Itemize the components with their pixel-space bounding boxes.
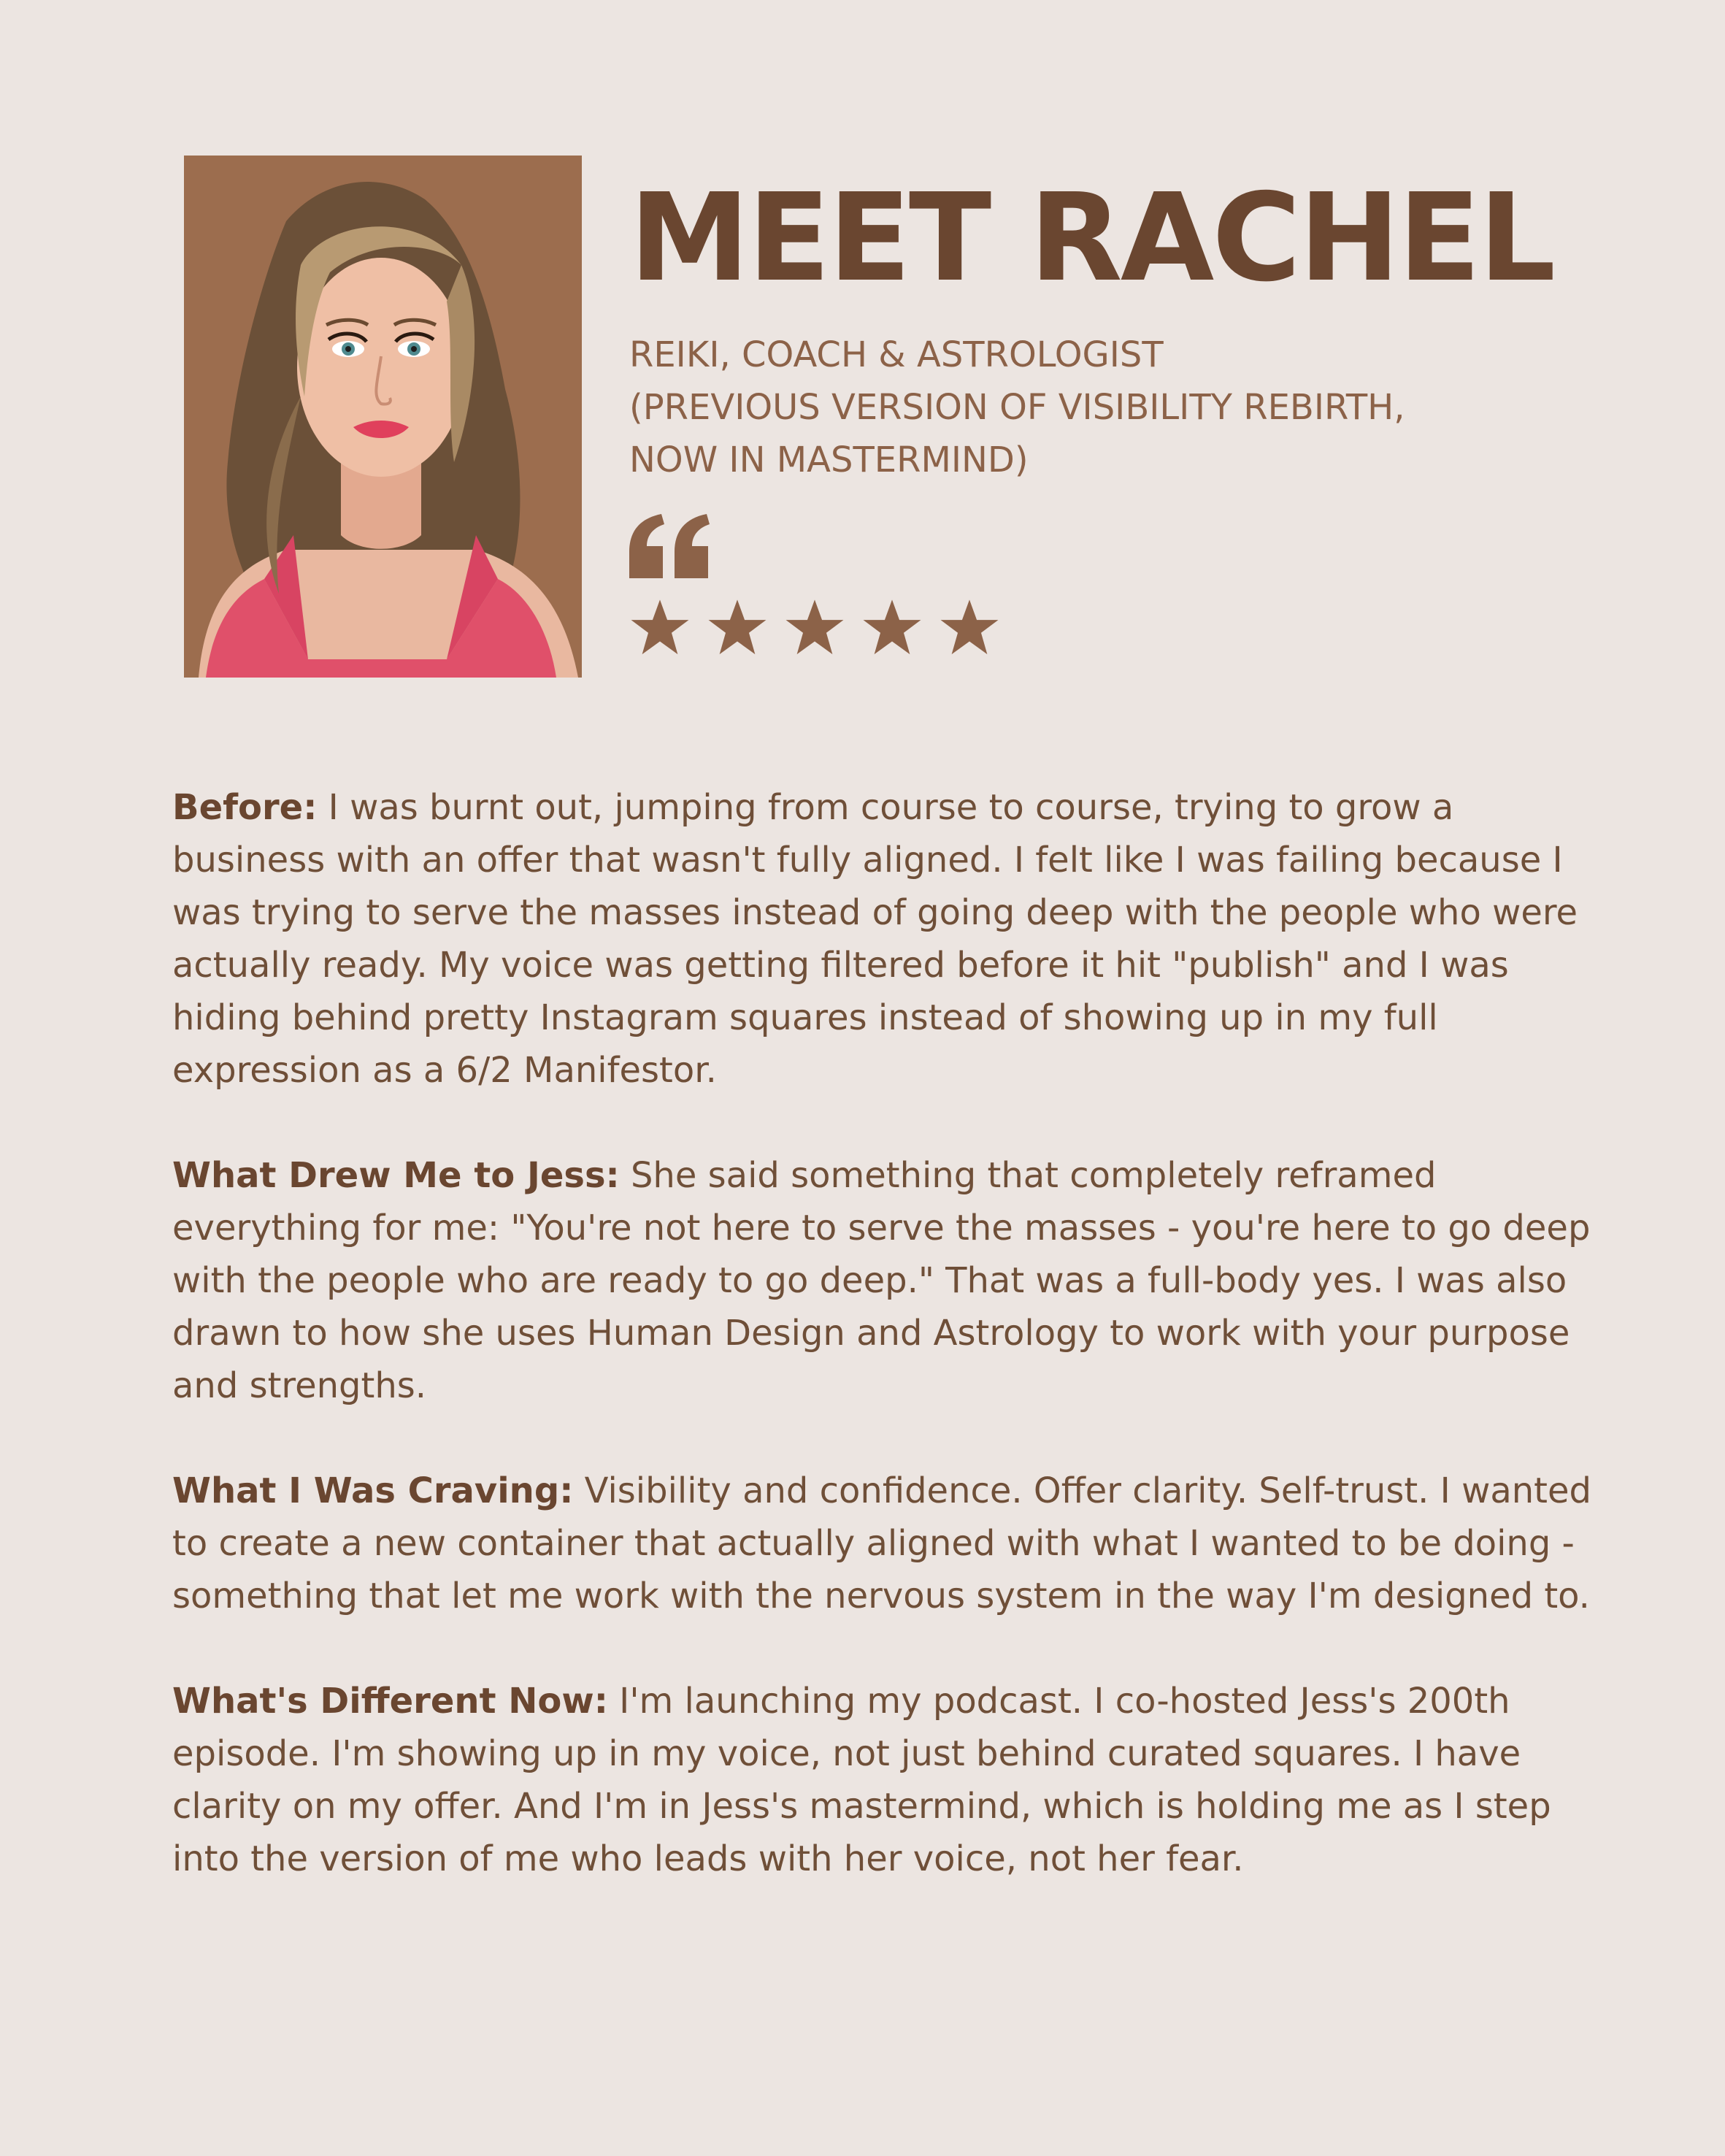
section-label: Before: — [172, 787, 318, 828]
subtitle-line: NOW IN MASTERMIND) — [629, 440, 1029, 480]
section-text: She said something that completely reframed everything for me: "You're not here to serve the masses - you're here to go deep with the people who are ready to go deep." That was a full-body yes. I was also drawn to how she uses Human Design and Astrology to work with your purpose and strengths. — [172, 1155, 1591, 1406]
profile-header — [629, 169, 1651, 659]
star-icon — [939, 597, 1000, 659]
star-icon — [784, 597, 845, 659]
section-label: What's Different Now: — [172, 1681, 608, 1722]
profile-subtitle — [629, 329, 1651, 486]
testimonial-section-what-drew-me — [172, 1149, 1603, 1412]
testimonial-section-before — [172, 781, 1603, 1097]
portrait-illustration — [184, 156, 582, 678]
section-label: What I Was Craving: — [172, 1470, 574, 1511]
star-icon — [707, 597, 768, 659]
section-text: Visibility and confidence. Offer clarity. Self-trust. I wanted to create a new container that actually aligned with what I wanted to be doing - something that let me work with the nervous system in the way I'm designed to. — [172, 1470, 1591, 1616]
star-icon — [861, 597, 923, 659]
page-title: MEET RACHEL — [629, 168, 1554, 309]
star-icon — [629, 597, 691, 659]
section-text: I'm launching my podcast. I co-hosted Jess's 200th episode. I'm showing up in my voice, not just behind curated squares. I have clarity on my offer. And I'm in Jess's mastermind, which is holding me as I step into the version of me who leads with her voice, not her fear. — [172, 1681, 1551, 1879]
star-rating — [629, 597, 1651, 659]
subtitle-line: (PREVIOUS VERSION OF VISIBILITY REBIRTH, — [629, 387, 1405, 428]
subtitle-line: REIKI, COACH & ASTROLOGIST — [629, 334, 1164, 375]
testimonial-section-craving — [172, 1465, 1603, 1622]
portrait-photo — [184, 156, 582, 678]
section-text: I was burnt out, jumping from course to course, trying to grow a business with an offer that wasn't fully aligned. I felt like I was failing because I was trying to serve the masses instead of going deep with the people who were actually ready. My voice was getting filtered before it hit "publish" and I was hiding behind pretty Instagram squares instead of showing up in my full expression as a 6/2 Manifestor. — [172, 787, 1578, 1091]
quote-mark-icon — [629, 514, 710, 578]
section-label: What Drew Me to Jess: — [172, 1155, 620, 1196]
testimonial-section-different-now — [172, 1675, 1603, 1885]
testimonial-body — [172, 781, 1603, 1938]
